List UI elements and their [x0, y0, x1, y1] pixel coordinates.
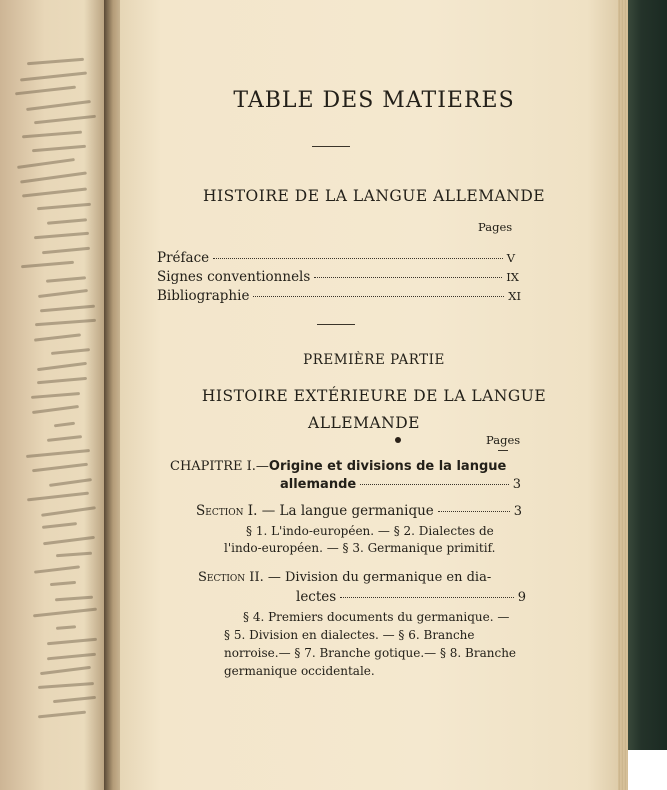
section1-heading [196, 503, 434, 519]
left-page-text-stroke [37, 361, 87, 370]
toc-entry-preface [157, 250, 515, 266]
chapter-page: 3 [512, 477, 521, 492]
left-page-text-stroke [26, 448, 90, 457]
page-edges [618, 0, 628, 790]
left-page-text-stroke [43, 535, 95, 545]
left-page-text-stroke [42, 522, 77, 529]
left-page-text-stroke [27, 492, 89, 502]
left-page-text-stroke [50, 581, 77, 586]
pages-label-2 [486, 433, 520, 451]
leader-dots [360, 484, 509, 485]
pages-label-1-text: Pages [478, 220, 513, 234]
left-page-text-stroke [32, 405, 79, 414]
chapter-heading [170, 459, 506, 474]
toc-entry-page: XI [508, 289, 521, 303]
left-page-text-stroke [22, 187, 87, 197]
section2-details-line2: § 5. Division en dialectes. — § 6. Branche [224, 628, 475, 642]
left-page-text-stroke [47, 638, 97, 645]
toc-entry-bibliographie [157, 288, 521, 304]
section1-details-line1: § 1. L'indo-européen. — § 2. Dialectes de [246, 524, 494, 538]
pages-label-2-text: Pages [486, 433, 521, 447]
section1-page: 3 [513, 504, 522, 519]
left-page-text-stroke [42, 246, 90, 253]
toc-entry-page: IX [506, 270, 519, 284]
part-label: PREMIÈRE PARTIE [303, 352, 445, 368]
left-page-text-stroke [56, 552, 92, 558]
left-page-text-stroke [46, 276, 86, 282]
chapter-prefix: CHAPITRE I.— [170, 459, 269, 474]
left-page-text-stroke [47, 435, 82, 442]
left-page-text-stroke [47, 652, 96, 660]
leader-dots [253, 296, 504, 297]
section-heading: HISTOIRE DE LA LANGUE ALLEMANDE [202, 187, 546, 205]
leader-dots [213, 258, 503, 259]
section2-title-line2: lectes [296, 589, 337, 605]
left-page-text-stroke [21, 261, 75, 269]
left-page-text-stroke [26, 99, 91, 110]
left-page-text-stroke [34, 565, 80, 573]
main-title: TABLE DES MATIERES [233, 88, 515, 113]
toc-entry-label: Préface [157, 250, 210, 266]
left-page-text-stroke [53, 421, 74, 427]
book-cover [624, 0, 667, 750]
ink-spot [395, 437, 401, 443]
leader-dots [314, 277, 502, 278]
section2-prefix: Section II. [198, 570, 264, 585]
section1-prefix: Section I. [196, 503, 258, 519]
left-page-text-stroke [49, 478, 92, 487]
section2-title-line1: — Division du germanique en dia- [263, 570, 492, 585]
left-page-text-stroke [47, 218, 87, 224]
section1-details-line2: l'indo-européen. — § 3. Germanique primitif. [224, 541, 496, 555]
left-page-text-stroke [15, 86, 76, 96]
left-page-text-stroke [20, 171, 87, 183]
chapter-entry [280, 477, 521, 492]
leader-dots [340, 597, 514, 598]
pages-label-1 [478, 220, 512, 234]
section1-entry [196, 503, 522, 519]
left-page-text-stroke [33, 608, 97, 618]
left-page-text-stroke [40, 304, 95, 312]
left-page-text-stroke [36, 377, 87, 384]
section2-heading [198, 570, 491, 585]
section2-details-line3: norroise.— § 7. Branche gotique.— § 8. Branche [224, 646, 517, 660]
section2-details-line1: § 4. Premiers documents du germanique. — [243, 610, 510, 624]
part-title-line1: HISTOIRE EXTÉRIEURE DE LA LANGUE [201, 387, 547, 405]
part-title-line2: ALLEMANDE [308, 414, 420, 432]
toc-entry-page: V [506, 251, 515, 265]
left-page-text-stroke [37, 203, 91, 210]
section1-title: — La langue germanique [257, 503, 434, 519]
left-page-text-stroke [31, 392, 80, 399]
left-page-text-stroke [27, 58, 84, 65]
left-page-text-stroke [38, 289, 88, 298]
left-page-text-stroke [34, 319, 95, 326]
left-page-text-stroke [55, 595, 93, 601]
left-page-text-stroke [34, 115, 96, 124]
chapter-title-line1: Origine et divisions de la langue [268, 459, 507, 474]
left-page-text-stroke [51, 348, 90, 355]
section2-entry [296, 589, 526, 605]
left-page-text-stroke [38, 710, 86, 718]
left-page-text-stroke [34, 333, 81, 341]
left-page-text-stroke [40, 666, 91, 675]
left-page-text-stroke [17, 158, 74, 169]
right-page [120, 0, 628, 790]
left-page-text-stroke [34, 232, 89, 239]
left-page-text-stroke [20, 71, 87, 81]
table-of-contents [120, 0, 628, 790]
left-page-text-stroke [41, 506, 96, 517]
section2-details-line4: germanique occidentale. [224, 664, 375, 678]
left-page-text-stroke [32, 463, 88, 473]
left-page-text-stroke [56, 625, 77, 630]
toc-entry-label: Bibliographie [157, 288, 250, 304]
left-page-text-stroke [32, 145, 86, 152]
leader-dots [438, 511, 510, 512]
front-matter-divider [317, 324, 355, 325]
left-page-text-lines [8, 60, 103, 760]
left-page-text-stroke [22, 130, 82, 138]
section2-page: 9 [517, 590, 526, 605]
left-page [0, 0, 112, 790]
title-divider [312, 146, 350, 147]
chapter-title-line2: allemande [280, 477, 357, 492]
left-page-text-stroke [38, 682, 94, 689]
toc-entry-signes [157, 269, 519, 285]
toc-entry-label: Signes conventionnels [157, 269, 311, 285]
pages-label-2-dash [498, 450, 508, 451]
left-page-text-stroke [53, 696, 96, 703]
